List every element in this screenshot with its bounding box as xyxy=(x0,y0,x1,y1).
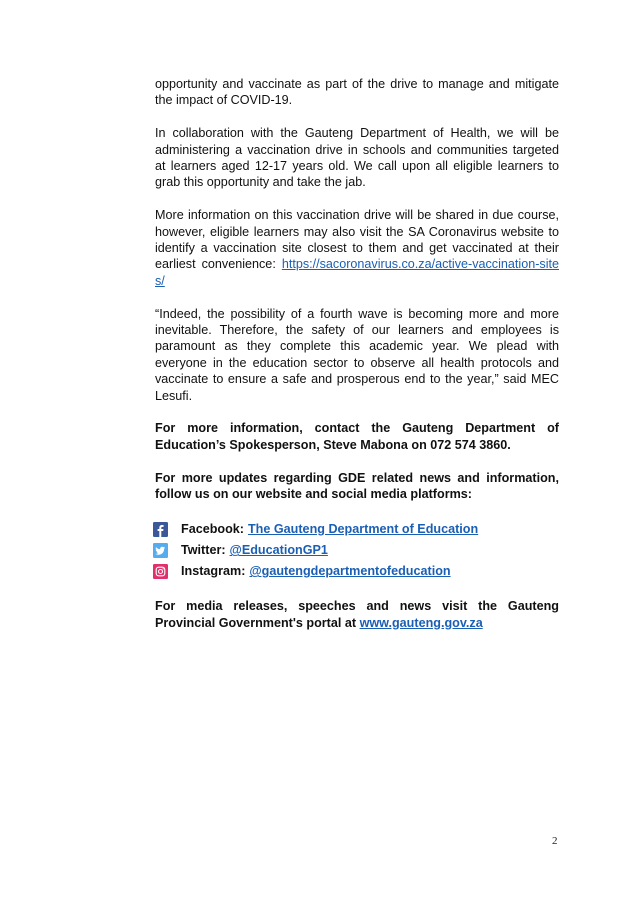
paragraph-mec-quote: “Indeed, the possibility of a fourth wave is becoming more and more inevitable. Therefore, the safety of our learners and employees is paramount as they complete this academic year. We plead with everyone in the education sector to observe all health protocols and vaccinate to ensure a safe and prosperous end to the year,” said MEC Lesufi. xyxy=(155,306,559,403)
instagram-label: Instagram: xyxy=(181,564,246,579)
instagram-icon xyxy=(153,564,168,579)
paragraph-contact: For more information, contact the Gauteng Department of Education’s Spokesperson, Steve Mabona on 072 574 3860. xyxy=(155,421,559,452)
gauteng-portal-link[interactable]: www.gauteng.gov.za xyxy=(359,615,483,630)
social-row-facebook xyxy=(155,519,559,540)
facebook-label: Facebook: xyxy=(181,522,244,537)
social-row-instagram xyxy=(155,561,559,582)
facebook-icon xyxy=(153,522,168,537)
paragraph-updates: For more updates regarding GDE related news and information, follow us on our website and social media platforms: xyxy=(155,470,559,502)
paragraph-media-releases xyxy=(155,598,559,631)
twitter-link[interactable]: @EducationGP1 xyxy=(229,543,328,558)
media-releases-text: For media releases, speeches and news visit the Gauteng Provincial Government's portal at xyxy=(155,599,559,630)
paragraph-vaccination-intro: opportunity and vaccinate as part of the drive to manage and mitigate the impact of COVID-19. xyxy=(155,77,559,108)
twitter-label: Twitter: xyxy=(181,543,226,558)
social-media-list xyxy=(155,519,559,582)
social-row-twitter xyxy=(155,540,559,561)
twitter-icon xyxy=(153,543,168,558)
paragraph-collaboration: In collaboration with the Gauteng Department of Health, we will be administering a vaccination drive in schools and communities targeted at learners aged 12-17 years old. We call upon all eligible learners to grab this opportunity and take the jab. xyxy=(155,126,559,190)
document-page xyxy=(155,76,559,647)
paragraph-more-information xyxy=(155,207,559,289)
paragraph-more-information-text: More information on this vaccination drive will be shared in due course, however, eligible learners may also visit the SA Coronavirus website to identify a vaccination site closest to them and get vaccinated at their earliest convenience: xyxy=(155,208,559,272)
facebook-link[interactable]: The Gauteng Department of Education xyxy=(247,522,479,537)
page-number: 2 xyxy=(552,835,558,847)
sacoronavirus-link[interactable]: https://sacoronavirus.co.za/active-vaccination-sites/ xyxy=(155,257,559,288)
instagram-link[interactable]: @gautengdepartmentofeducation xyxy=(249,564,451,579)
